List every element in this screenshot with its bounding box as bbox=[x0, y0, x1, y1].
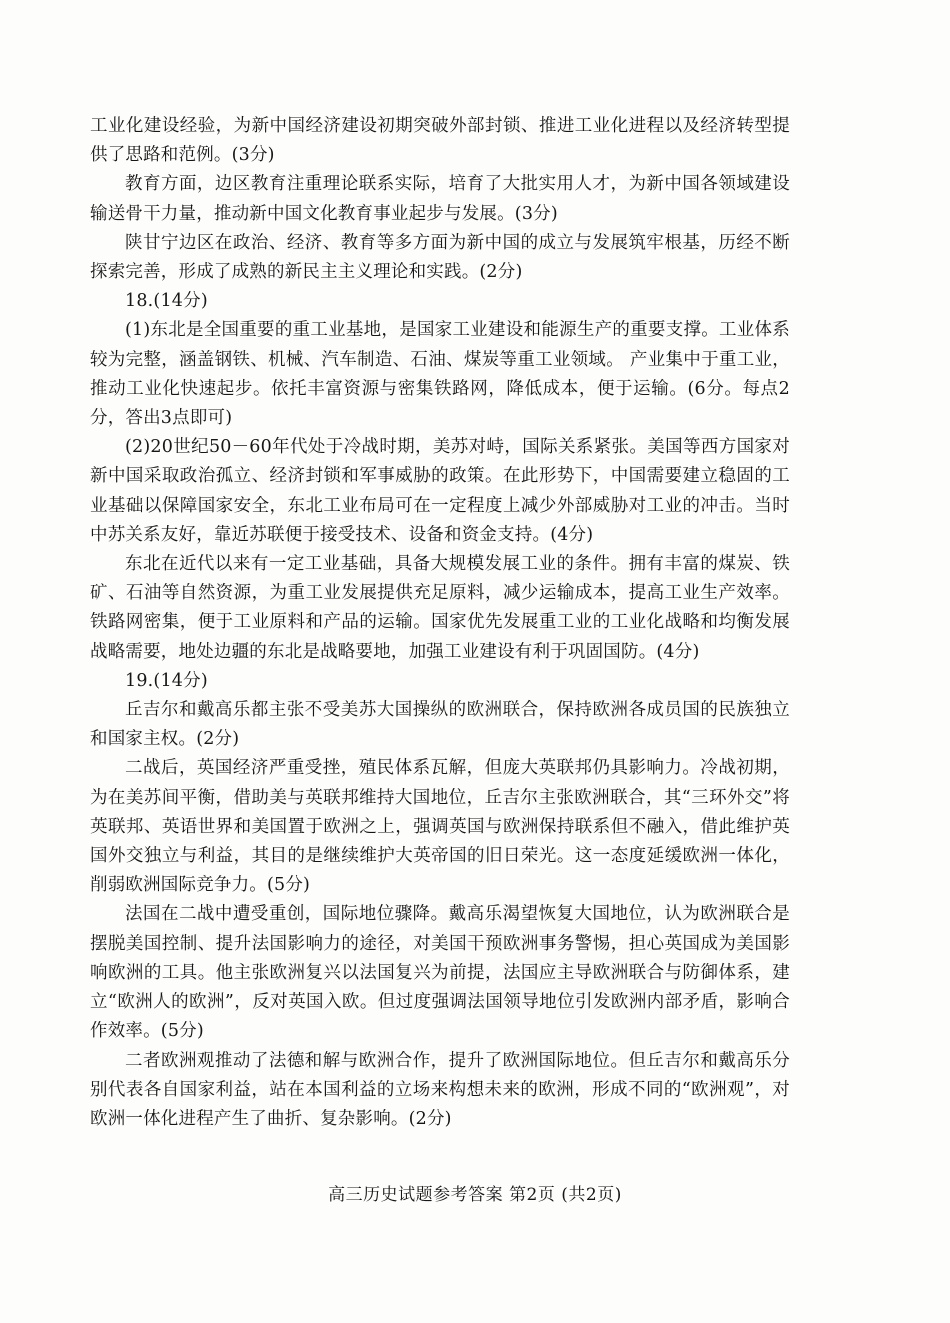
paragraph-q19-degaulle: 法国在二战中遭受重创，国际地位骤降。戴高乐渴望恢复大国地位，认为欧洲联合是摆脱美国控制、提升法国影响力的途径，对美国干预欧洲事务警惕，担心英国成为美国影响欧洲的工具。他主张欧洲复兴以法国复兴为前提，法国应主导欧洲联合与防御体系，建立“欧洲人的欧洲”，反对英国入欧。但过度强调法国领导地位引发欧洲内部矛盾，影响合作效率。(5分) bbox=[90, 904, 790, 1042]
paragraph-q19-common: 丘吉尔和戴高乐都主张不受美苏大国操纵的欧洲联合，保持欧洲各成员国的民族独立和国家主权。(2分) bbox=[90, 700, 790, 750]
paragraph-q18-part2-reasons: 东北在近代以来有一定工业基础，具备大规模发展工业的条件。拥有丰富的煤炭、铁矿、石油等自然资源，为重工业发展提供充足原料，减少运输成本，提高工业生产效率。铁路网密集，便于工业原料和产品的运输。国家优先发展重工业的工业化战略和均衡发展战略需要，地处边疆的东北是战略要地，加强工业建设有利于巩固国防。(4分) bbox=[90, 554, 790, 662]
paragraph-summary: 陕甘宁边区在政治、经济、教育等多方面为新中国的成立与发展筑牢根基，历经不断探索完善，形成了成熟的新民主主义理论和实践。(2分) bbox=[90, 232, 790, 283]
paragraph-q19-conclusion: 二者欧洲观推动了法德和解与欧洲合作，提升了欧洲国际地位。但丘吉尔和戴高乐分别代表各自国家利益，站在本国利益的立场来构想未来的欧洲，形成不同的“欧洲观”，对欧洲一体化进程产生了曲折、复杂影响。(2分) bbox=[90, 1050, 790, 1129]
paragraph-continued-answer: 工业化建设经验，为新中国经济建设初期突破外部封锁、推进工业化进程以及经济转型提供了思路和范例。(3分) bbox=[90, 116, 790, 166]
paragraph-education: 教育方面，边区教育注重理论联系实际，培育了大批实用人才，为新中国各领域建设输送骨干力量，推动新中国文化教育事业起步与发展。(3分) bbox=[90, 174, 790, 224]
question-18-heading: 18.(14分) bbox=[125, 291, 208, 312]
paragraph-q18-part2: (2)20世纪50－60年代处于冷战时期，美苏对峙，国际关系紧张。美国等西方国家对新中国采取政治孤立、经济封锁和军事威胁的政策。在此形势下，中国需要建立稳固的工业基础以保障国家安全，东北工业布局可在一定程度上减少外部威胁对工业的冲击。当时中苏关系友好，靠近苏联便于接受技术、设备和资金支持。(4分) bbox=[90, 437, 790, 545]
paragraph-q19-churchill: 二战后，英国经济严重受挫，殖民体系瓦解，但庞大英联邦仍具影响力。冷战初期，为在美苏间平衡，借助美与英联邦维持大国地位，丘吉尔主张欧洲联合，其“三环外交”将英联邦、英语世界和美国置于欧洲之上，强调英国与欧洲保持联系但不融入，借此维护英国外交独立与利益，其目的是继续维护大英帝国的旧日荣光。这一态度延缓欧洲一体化，削弱欧洲国际竞争力。(5分) bbox=[90, 758, 790, 896]
question-19-heading: 19.(14分) bbox=[125, 670, 208, 691]
answer-content bbox=[90, 112, 790, 1134]
page-footer: 高三历史试题参考答案 第2页 (共2页) bbox=[328, 1185, 622, 1205]
paragraph-q18-part1: (1)东北是全国重要的重工业基地，是国家工业建设和能源生产的重要支撑。工业体系较为完整，涵盖钢铁、机械、汽车制造、石油、煤炭等重工业领域。 产业集中于重工业，推动工业化快速起步。依托丰富资源与密集铁路网，降低成本，便于运输。(6分。每点2分，答出3点即可) bbox=[90, 320, 790, 429]
